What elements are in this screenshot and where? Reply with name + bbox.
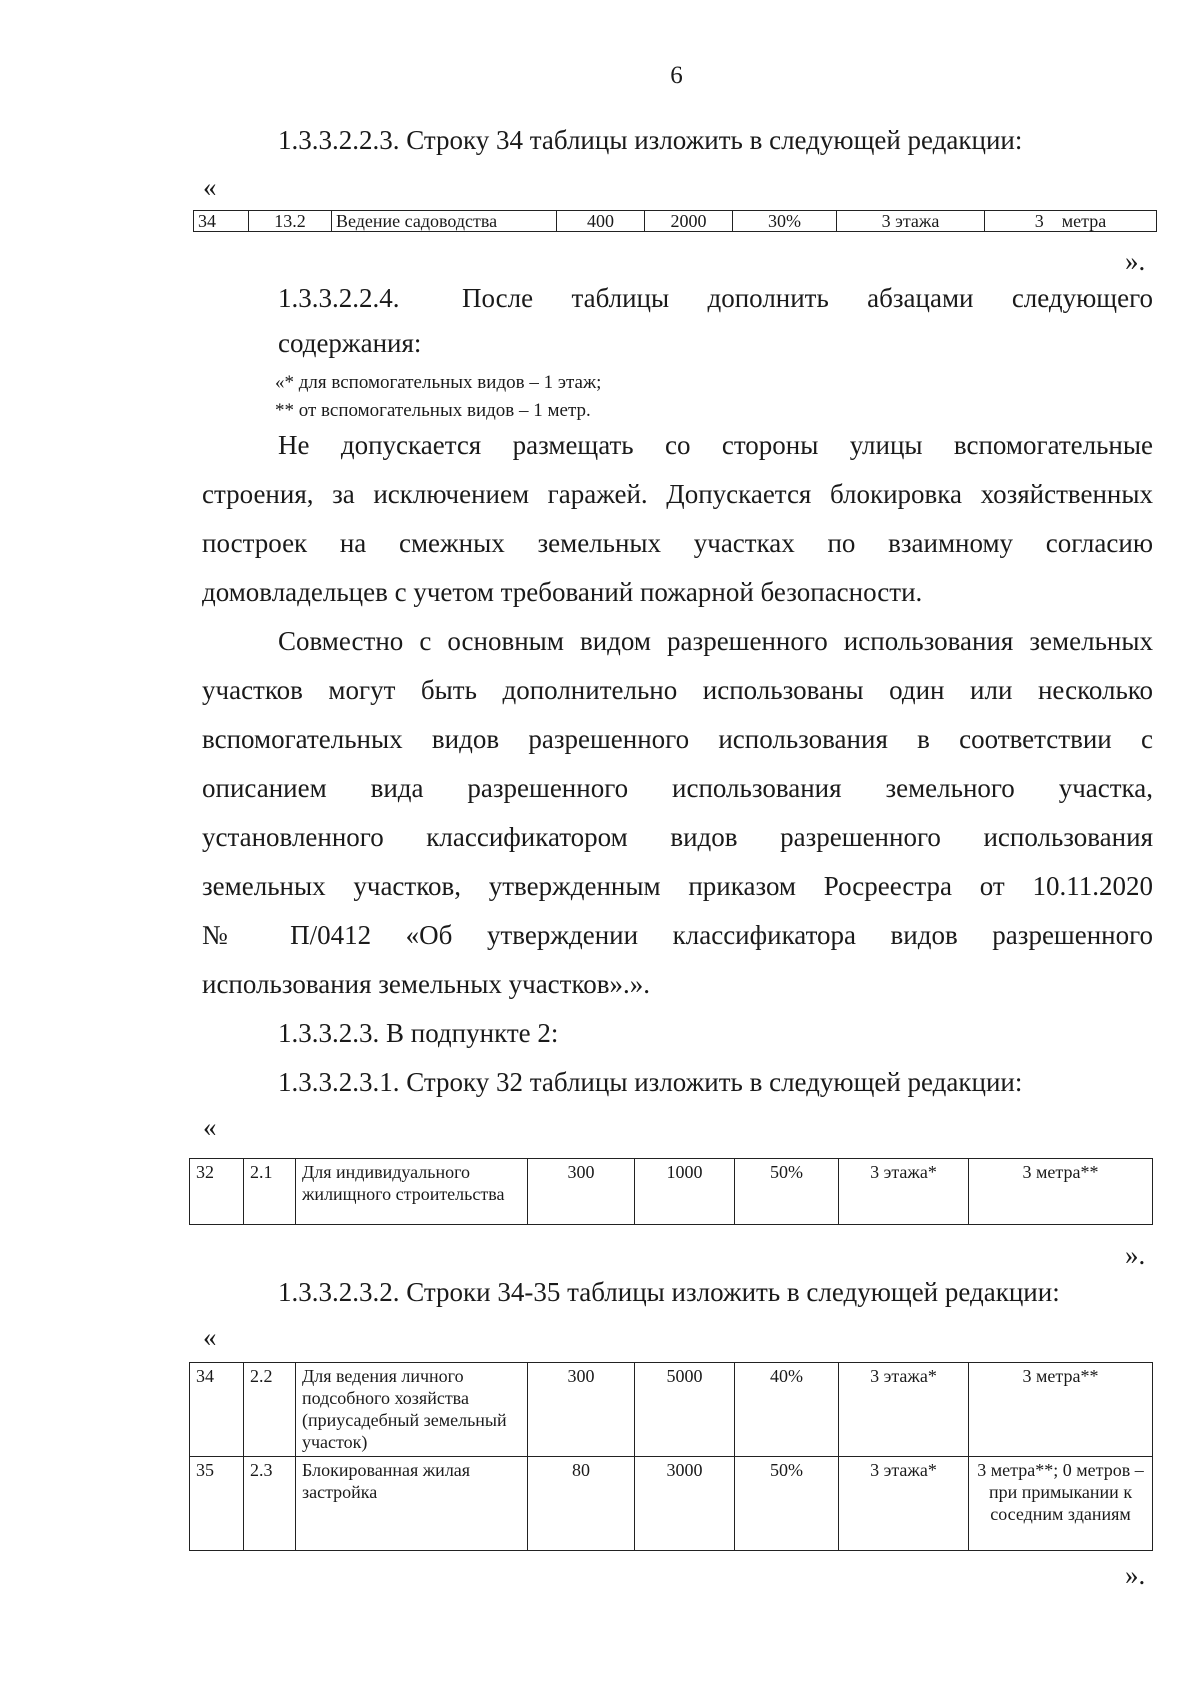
paragraph-2-line-6: земельных участков, утвержденным приказом Росреестра от 10.11.2020 <box>202 871 1153 901</box>
paragraph-1-line-4: домовладельцев с учетом требований пожарной безопасности. <box>202 577 923 607</box>
cell-setback: 3 метра** <box>969 1159 1153 1225</box>
cell-coverage: 40% <box>735 1363 839 1457</box>
footnote-2: ** от вспомогательных видов – 1 метр. <box>275 400 591 421</box>
cell-row-number: 34 <box>190 1363 244 1457</box>
open-quote: « <box>203 1112 217 1142</box>
cell-min-area: 300 <box>528 1363 635 1457</box>
paragraph-2-line-1: Совместно с основным видом разрешенного использования земельных <box>278 626 1153 656</box>
cell-code: 2.3 <box>244 1457 296 1551</box>
table-rows-34-35-amended <box>189 1362 1153 1551</box>
table-row <box>190 1363 1153 1457</box>
paragraph-2-line-2: участков могут быть дополнительно использованы один или несколько <box>202 675 1153 705</box>
cell-use-type: Для индивидуального жилищного строительства <box>296 1159 528 1225</box>
cell-coverage: 30% <box>733 211 837 232</box>
paragraph-2-line-3: вспомогательных видов разрешенного использования в соответствии с <box>202 724 1153 754</box>
cell-floors: 3 этажа* <box>839 1159 969 1225</box>
table-row <box>190 1159 1153 1225</box>
cell-min-area: 80 <box>528 1457 635 1551</box>
close-quote: ». <box>1125 246 1146 276</box>
cell-row-number: 35 <box>190 1457 244 1551</box>
amendment-item-2-lead: 1.3.3.2.2.4. <box>278 283 400 313</box>
cell-min-area: 300 <box>528 1159 635 1225</box>
amendment-item-1: 1.3.3.2.2.3. Строку 34 таблицы изложить в следующей редакции: <box>278 125 1023 155</box>
cell-coverage: 50% <box>735 1159 839 1225</box>
amendment-item-2-text: После таблицы дополнить абзацами следующего <box>462 283 1153 313</box>
cell-use-type: Для ведения личного подсобного хозяйства (приусадебный земельный участок) <box>296 1363 528 1457</box>
cell-coverage: 50% <box>735 1457 839 1551</box>
amendment-item-3: 1.3.3.2.3. В подпункте 2: <box>278 1018 559 1048</box>
cell-floors: 3 этажа* <box>839 1457 969 1551</box>
cell-max-area: 2000 <box>645 211 733 232</box>
table-row <box>194 211 1157 232</box>
cell-min-area: 400 <box>557 211 645 232</box>
cell-max-area: 3000 <box>635 1457 735 1551</box>
cell-use-type: Ведение садоводства <box>332 211 557 232</box>
cell-setback: 3 метра <box>985 211 1157 232</box>
paragraph-1-line-3: построек на смежных земельных участках по взаимному согласию <box>202 528 1153 558</box>
page-number: 6 <box>670 62 683 89</box>
open-quote: « <box>203 1322 217 1352</box>
cell-code: 2.2 <box>244 1363 296 1457</box>
close-quote: ». <box>1125 1240 1146 1270</box>
open-quote: « <box>203 172 217 202</box>
cell-floors: 3 этажа* <box>839 1363 969 1457</box>
cell-max-area: 1000 <box>635 1159 735 1225</box>
cell-setback: 3 метра**; 0 метров – при примыкании к соседним зданиям <box>969 1457 1153 1551</box>
cell-row-number: 32 <box>190 1159 244 1225</box>
table-row <box>190 1457 1153 1551</box>
cell-code: 2.1 <box>244 1159 296 1225</box>
paragraph-2-line-4: описанием вида разрешенного использования земельного участка, <box>202 773 1153 803</box>
footnote-1: «* для вспомогательных видов – 1 этаж; <box>275 372 602 393</box>
amendment-item-4: 1.3.3.2.3.1. Строку 32 таблицы изложить в следующей редакции: <box>278 1067 1023 1097</box>
amendment-item-5: 1.3.3.2.3.2. Строки 34-35 таблицы изложить в следующей редакции: <box>278 1277 1060 1307</box>
cell-use-type: Блокированная жилая застройка <box>296 1457 528 1551</box>
cell-row-number: 34 <box>194 211 249 232</box>
paragraph-2-line-5: установленного классификатором видов разрешенного использования <box>202 822 1153 852</box>
cell-code: 13.2 <box>249 211 332 232</box>
paragraph-1-line-1: Не допускается размещать со стороны улицы вспомогательные <box>278 430 1153 460</box>
close-quote: ». <box>1125 1560 1146 1590</box>
cell-floors: 3 этажа <box>837 211 985 232</box>
cell-max-area: 5000 <box>635 1363 735 1457</box>
cell-setback: 3 метра** <box>969 1363 1153 1457</box>
paragraph-2-line-7: № П/0412 «Об утверждении классификатора видов разрешенного <box>202 920 1153 950</box>
paragraph-2-line-8: использования земельных участков».». <box>202 969 650 999</box>
amendment-item-2-continuation: содержания: <box>278 328 422 358</box>
paragraph-1-line-2: строения, за исключением гаражей. Допускается блокировка хозяйственных <box>202 479 1153 509</box>
table-row-34-amended <box>193 210 1157 232</box>
table-row-32-amended <box>189 1158 1153 1225</box>
